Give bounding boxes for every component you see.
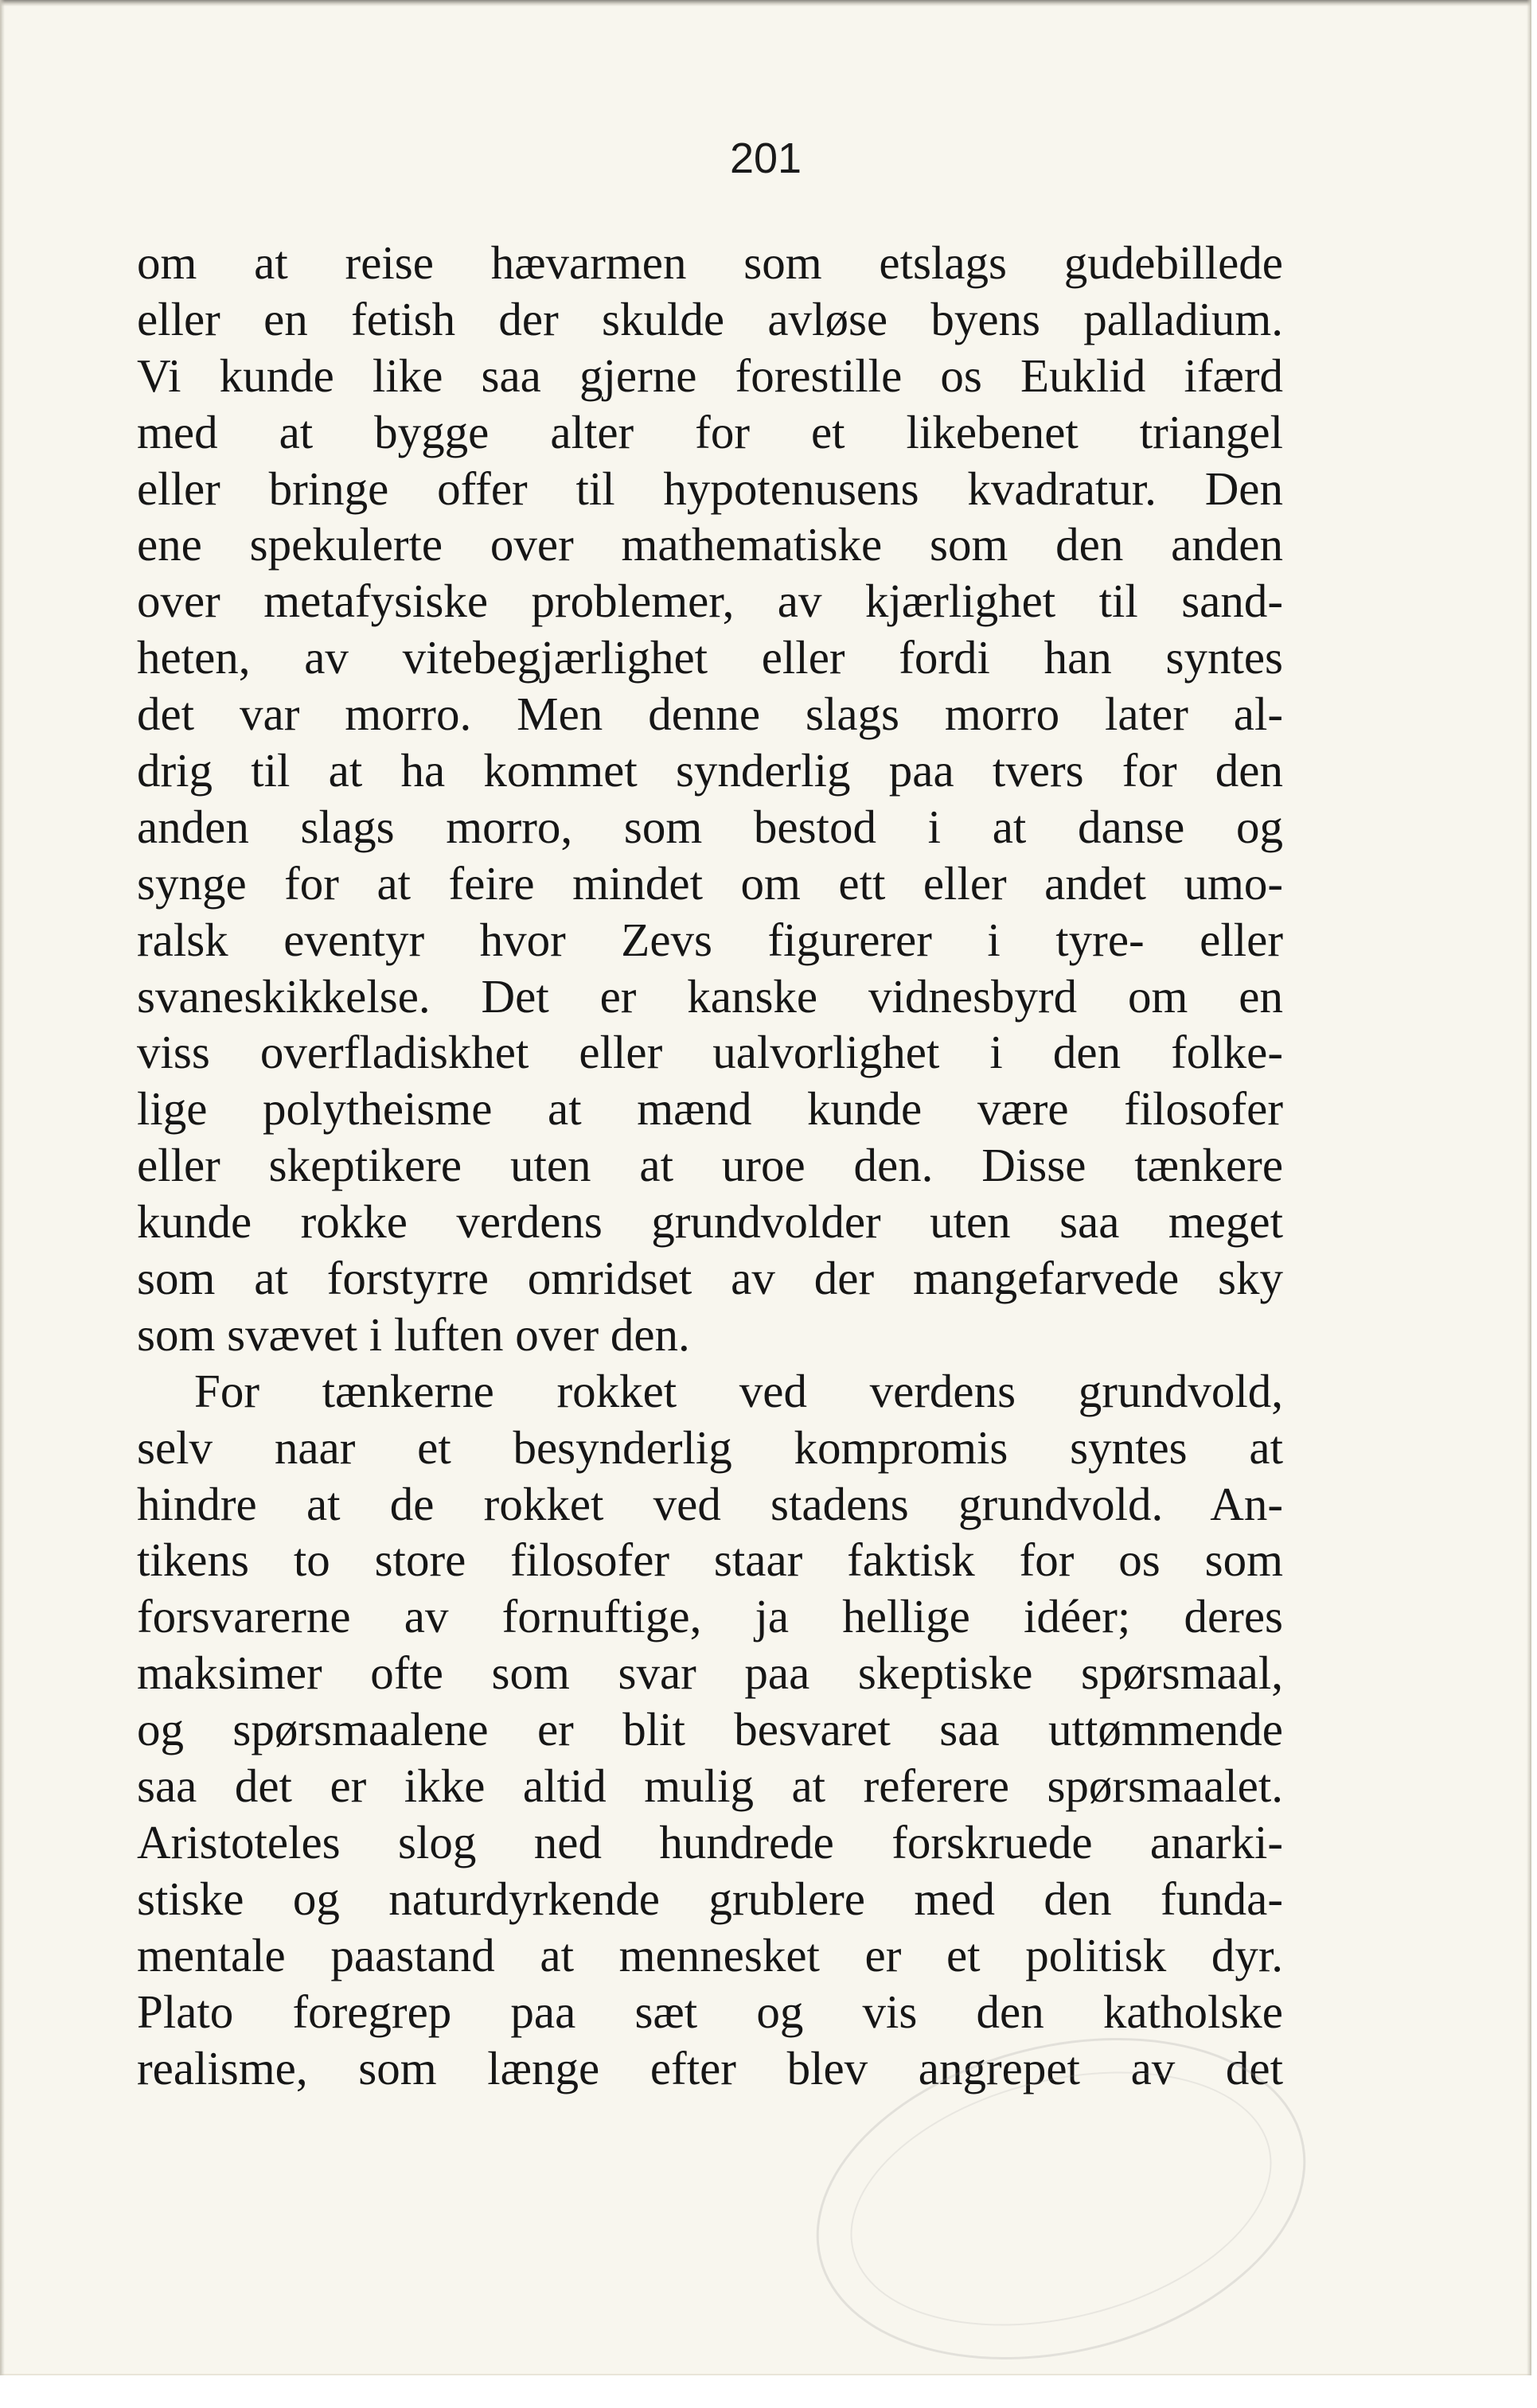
page-right-edge xyxy=(1527,0,1531,2375)
text-line: ralsk eventyr hvor Zevs figurerer i tyre- eller xyxy=(137,913,1283,966)
text-line: Aristoteles slog ned hundrede forskruede anarki- xyxy=(137,1815,1283,1868)
text-line: saa det er ikke altid mulig at referere spørsmaalet. xyxy=(137,1759,1283,1813)
text-line: og spørsmaalene er blit besvaret saa uttømmende xyxy=(137,1703,1283,1756)
text-line: synge for at feire mindet om ett eller andet umo- xyxy=(137,856,1283,910)
text-line: om at reise hævarmen som etslags gudebillede xyxy=(137,236,1283,289)
text-line: stiske og naturdyrkende grublere med den funda- xyxy=(137,1872,1283,1925)
text-line: tikens to store filosofer staar faktisk for os som xyxy=(137,1533,1283,1587)
text-line: kunde rokke verdens grundvolder uten saa meget xyxy=(137,1195,1283,1249)
text-line: som at forstyrre omridset av der mangefarvede sky xyxy=(137,1252,1283,1305)
page-top-edge xyxy=(0,0,1531,6)
text-line: lige polytheisme at mænd kunde være filosofer xyxy=(137,1082,1283,1136)
text-line: det var morro. Men denne slags morro later al- xyxy=(137,688,1283,741)
page-number: 201 xyxy=(729,134,802,182)
text-line: For tænkerne rokket ved verdens grundvold, xyxy=(194,1364,1283,1417)
text-line: over metafysiske problemer, av kjærlighet til sand- xyxy=(137,575,1283,628)
text-line: realisme, som længe efter blev angrepet av det xyxy=(137,2041,1283,2094)
text-line: maksimer ofte som svar paa skeptiske spørsmaal, xyxy=(137,1646,1283,1700)
text-line: eller skeptikere uten at uroe den. Disse tænkere xyxy=(137,1139,1283,1192)
text-line: Plato foregrep paa sæt og vis den katholske xyxy=(137,1985,1283,2038)
text-line: Vi kunde like saa gjerne forestille os Euklid ifærd xyxy=(137,349,1283,402)
text-line: heten, av vitebegjærlighet eller fordi han syntes xyxy=(137,631,1283,684)
text-line: svaneskikkelse. Det er kanske vidnesbyrd om en xyxy=(137,969,1283,1023)
body-text xyxy=(137,235,1283,2096)
text-line: eller bringe offer til hypotenusens kvadratur. Den xyxy=(137,462,1283,515)
text-line: anden slags morro, som bestod i at danse og xyxy=(137,800,1283,853)
page-left-edge xyxy=(0,0,5,2375)
text-line: eller en fetish der skulde avløse byens palladium. xyxy=(137,292,1283,345)
text-line: mentale paastand at mennesket er et politisk dyr. xyxy=(137,1928,1283,1981)
paragraph-1 xyxy=(137,235,1283,1363)
text-line: viss overfladiskhet eller ualvorlighet i den folke- xyxy=(137,1026,1283,1079)
text-line: med at bygge alter for et likebenet triangel xyxy=(137,405,1283,458)
paragraph-2 xyxy=(137,1363,1283,2097)
text-line: ene spekulerte over mathematiske som den anden xyxy=(137,518,1283,571)
text-line: drig til at ha kommet synderlig paa tvers for den xyxy=(137,744,1283,797)
text-line: som svævet i luften over den. xyxy=(137,1307,690,1361)
text-line: forsvarerne av fornuftige, ja hellige idéer; deres xyxy=(137,1590,1283,1643)
text-line: hindre at de rokket ved stadens grundvold. An- xyxy=(137,1477,1283,1530)
text-line: selv naar et besynderlig kompromis syntes at xyxy=(137,1420,1283,1474)
